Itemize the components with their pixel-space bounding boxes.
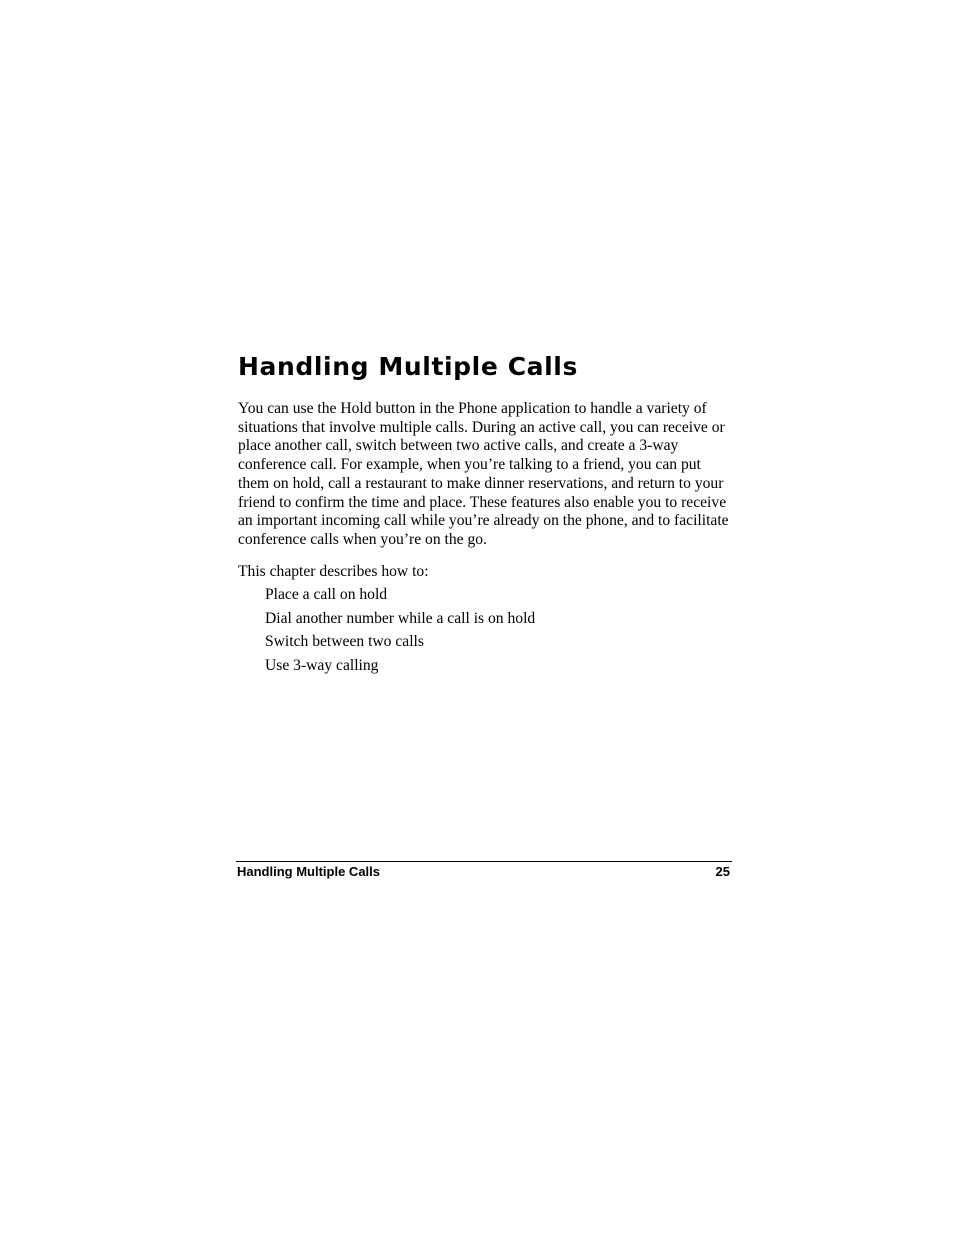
topic-list-lead: This chapter describes how to: — [238, 563, 429, 580]
topic-list — [265, 585, 535, 679]
footer-divider — [236, 861, 732, 862]
topic-item: Place a call on hold — [265, 586, 388, 603]
topic-item: Switch between two calls — [265, 633, 424, 650]
footer-chapter-title: Handling Multiple Calls — [237, 864, 381, 879]
chapter-title: Handling Multiple Calls — [238, 352, 578, 381]
page-number: 25 — [715, 864, 730, 879]
intro-paragraph: You can use the Hold button in the Phone application to handle a variety of situations that involve multiple calls. During an active call, you can receive or place another call, switch between two active calls, and create a 3-way conference call. For example, when you’re talking to a friend, you can put them on hold, call a restaurant to make dinner reservations, and return to your friend to confirm the time and place. These features also enable you to receive an important incoming call while you’re already on the phone, and to facilitate conference calls when you’re on the go. — [238, 400, 729, 548]
topic-item: Dial another number while a call is on hold — [265, 609, 536, 627]
topic-item: Use 3-way calling — [265, 656, 379, 674]
